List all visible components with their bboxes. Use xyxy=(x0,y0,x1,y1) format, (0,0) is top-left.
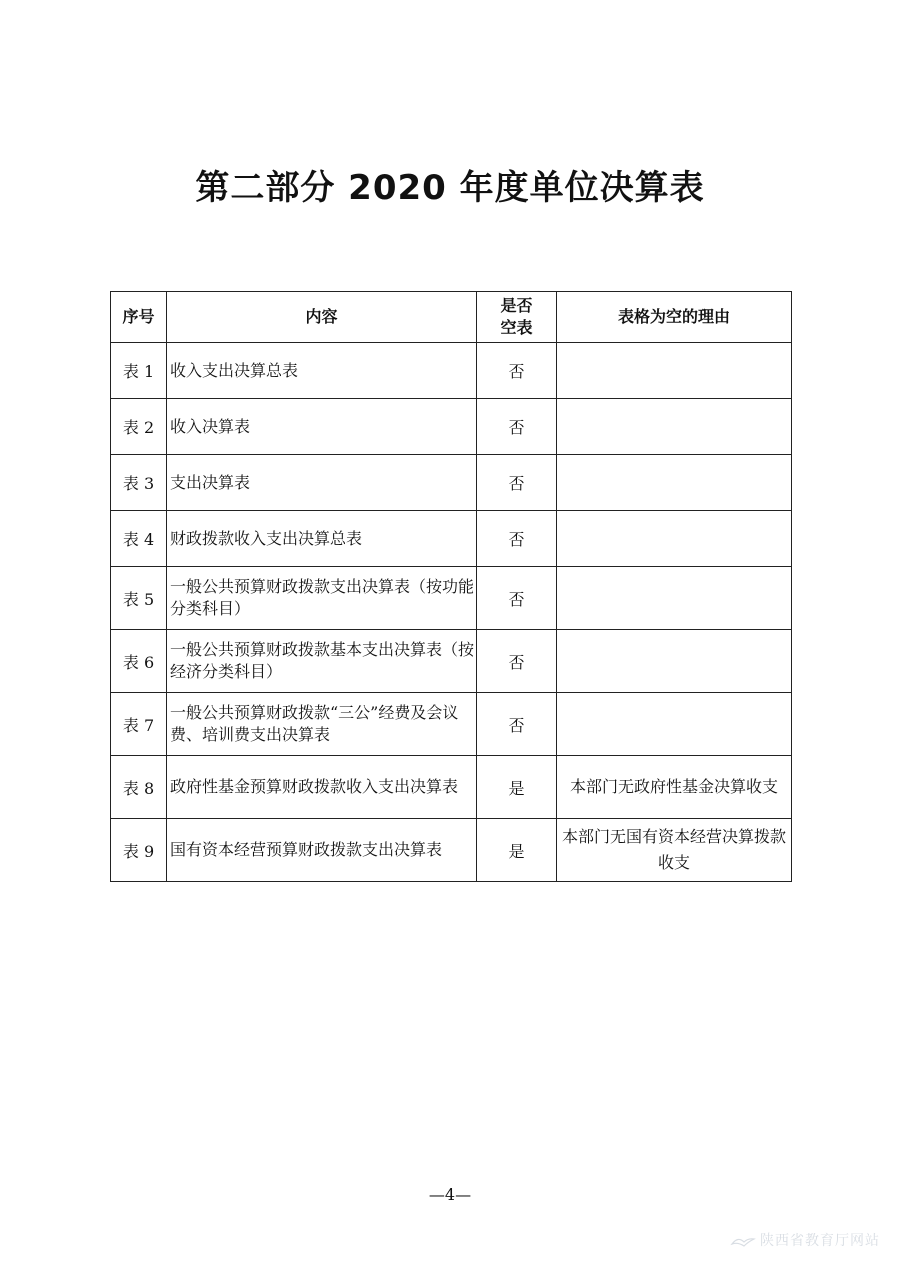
row-reason xyxy=(557,693,792,756)
row-empty: 否 xyxy=(477,455,557,511)
row-empty: 否 xyxy=(477,567,557,630)
row-empty: 是 xyxy=(477,756,557,819)
row-content: 一般公共预算财政拨款支出决算表（按功能分类科目） xyxy=(167,567,477,630)
table-row xyxy=(111,567,792,630)
row-content: 收入决算表 xyxy=(167,399,477,455)
row-content: 一般公共预算财政拨款“三公”经费及会议费、培训费支出决算表 xyxy=(167,693,477,756)
header-empty xyxy=(477,292,557,343)
row-seq: 表 2 xyxy=(111,399,167,455)
page-number: —4— xyxy=(428,1185,472,1204)
row-seq: 表 6 xyxy=(111,630,167,693)
row-content: 收入支出决算总表 xyxy=(167,343,477,399)
header-content: 内容 xyxy=(167,292,477,343)
watermark-text: 陕西省教育厅网站 xyxy=(760,1233,880,1249)
header-reason: 表格为空的理由 xyxy=(557,292,792,343)
table-row xyxy=(111,693,792,756)
row-seq: 表 1 xyxy=(111,343,167,399)
table-header-row xyxy=(111,292,792,343)
row-content: 一般公共预算财政拨款基本支出决算表（按经济分类科目） xyxy=(167,630,477,693)
row-reason xyxy=(557,511,792,567)
table-row xyxy=(111,756,792,819)
row-seq: 表 4 xyxy=(111,511,167,567)
bird-logo-icon xyxy=(730,1234,756,1248)
row-empty: 否 xyxy=(477,630,557,693)
row-seq: 表 3 xyxy=(111,455,167,511)
row-reason: 本部门无国有资本经营决算拨款收支 xyxy=(557,819,792,882)
row-empty: 否 xyxy=(477,511,557,567)
row-reason: 本部门无政府性基金决算收支 xyxy=(557,756,792,819)
row-seq: 表 5 xyxy=(111,567,167,630)
header-empty-line2: 空表 xyxy=(500,318,533,337)
row-content: 国有资本经营预算财政拨款支出决算表 xyxy=(167,819,477,882)
row-empty: 是 xyxy=(477,819,557,882)
row-reason xyxy=(557,630,792,693)
row-content: 支出决算表 xyxy=(167,455,477,511)
row-empty: 否 xyxy=(477,693,557,756)
row-reason xyxy=(557,343,792,399)
table-row xyxy=(111,399,792,455)
row-reason xyxy=(557,455,792,511)
row-seq: 表 8 xyxy=(111,756,167,819)
final-accounts-table xyxy=(110,291,792,882)
row-empty: 否 xyxy=(477,343,557,399)
row-reason xyxy=(557,399,792,455)
header-empty-line1: 是否 xyxy=(500,296,533,315)
row-reason xyxy=(557,567,792,630)
table-row xyxy=(111,630,792,693)
table-row xyxy=(111,511,792,567)
row-content: 政府性基金预算财政拨款收入支出决算表 xyxy=(167,756,477,819)
page-title: 第二部分 2020 年度单位决算表 xyxy=(195,168,705,208)
table-row xyxy=(111,455,792,511)
site-watermark xyxy=(730,1230,880,1250)
row-content: 财政拨款收入支出决算总表 xyxy=(167,511,477,567)
table-row xyxy=(111,343,792,399)
row-seq: 表 7 xyxy=(111,693,167,756)
row-seq: 表 9 xyxy=(111,819,167,882)
header-seq: 序号 xyxy=(111,292,167,343)
row-empty: 否 xyxy=(477,399,557,455)
table-row xyxy=(111,819,792,882)
